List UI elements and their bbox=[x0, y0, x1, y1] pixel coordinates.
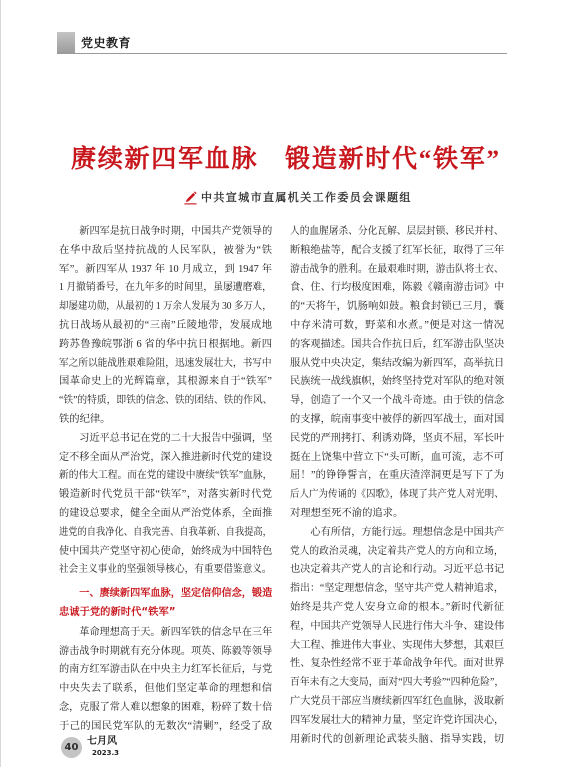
right-column bbox=[290, 223, 504, 749]
issue-number: 2023.3 bbox=[92, 749, 120, 757]
text-line: 屈！”的铮铮誓言，在重庆渣滓洞更是写下了为 bbox=[290, 470, 504, 482]
text-line: 铁的纪律。 bbox=[59, 413, 111, 425]
text-line: 却屡建功勋，从最初的 1 万余人发展为 30 多万人， bbox=[59, 301, 272, 313]
text-line: 于己的国民党军队的无数次“清剿”，经受了敌 bbox=[59, 720, 272, 732]
page-number: 40 bbox=[61, 737, 82, 758]
byline-author: 中共宣城市直属机关工作委员会课题组 bbox=[201, 191, 412, 204]
left-column bbox=[59, 223, 272, 737]
section-paragraph-1 bbox=[59, 624, 272, 737]
header-rule bbox=[57, 53, 507, 54]
text-line: 锻造新时代党员干部“铁军”，对落实新时代党 bbox=[59, 489, 272, 501]
text-line: 的南方红军游击队在中央主力红军长征后，与党 bbox=[59, 664, 273, 676]
text-line: 四军发展壮大的精神力量，坚定许党许国决心， bbox=[290, 714, 505, 726]
header-color-block bbox=[57, 32, 75, 53]
text-line: 习近平总书记在党的二十大报告中强调，坚 bbox=[79, 432, 273, 444]
text-line: 对理想至死不渝的追求。 bbox=[290, 507, 404, 519]
text-line: 心有所信，方能行远。理想信念是中国共产 bbox=[310, 526, 505, 538]
text-line: 民族统一战线旗帜，始终坚持党对军队的绝对领 bbox=[290, 376, 505, 388]
text-line: 广大党员干部应当赓续新四军红色血脉，汲取新 bbox=[290, 695, 505, 707]
section-heading-line: 忠诚于党的新时代“铁军” bbox=[59, 605, 176, 618]
text-line: 军之所以能战胜艰难险阻，迅速发展壮大，书写中 bbox=[59, 357, 272, 369]
text-line: 的建设总要求，健全全面从严治党体系，全面推 bbox=[59, 507, 273, 519]
text-line: 始终是共产党人安身立命的根本。”新时代新征 bbox=[290, 601, 504, 613]
text-line: 1 月撤销番号，在九年多的时间里，虽屡遭磨难， bbox=[59, 282, 272, 294]
text-line: 的支撑，皖南事变中被俘的新四军战士，面对国 bbox=[290, 413, 505, 425]
text-line: “铁”的特质，即铁的信念、铁的团结、铁的作风、 bbox=[59, 395, 273, 407]
text-line: 念，克服了常人难以想象的困难，粉碎了数十倍 bbox=[59, 701, 273, 713]
text-line: 军”。新四军从 1937 年 10 月成立，到 1947 年 bbox=[59, 263, 272, 275]
text-line: 中存米清可数，野菜和水煮。”便是对这一情况 bbox=[290, 319, 504, 331]
section-paragraph-2 bbox=[290, 524, 504, 750]
text-line: 挺在上饶集中营立下“头可断，血可流，志不可 bbox=[290, 451, 504, 463]
text-line: 民党的严刑拷打、利诱劝降，坚贞不屈，军长叶 bbox=[290, 432, 505, 444]
text-line: 使中国共产党坚守初心使命，始终成为中国特色 bbox=[59, 545, 273, 557]
text-line: 指出：“坚定理想信念，坚守共产党人精神追求， bbox=[290, 583, 504, 595]
text-line: 国革命史上的光辉篇章，其根源来自于“铁军” bbox=[59, 376, 272, 388]
intro-paragraph-1 bbox=[59, 223, 272, 430]
article-title: 赓续新四军血脉 锻造新时代“铁军” bbox=[71, 146, 499, 173]
text-line: 用新时代的创新理论武装头脑、指导实践，切 bbox=[290, 733, 504, 745]
text-line: 服从党中央决定，集结改编为新四军，高举抗日 bbox=[290, 357, 505, 369]
text-line: 进党的自我净化、自我完善、自我革新、自我提高， bbox=[59, 526, 272, 538]
text-line: 性、复杂性经常不亚于革命战争年代。面对世界 bbox=[290, 658, 505, 670]
text-line: 程，中国共产党领导人民进行伟大斗争、建设伟 bbox=[290, 620, 505, 632]
text-line: 游击战争时期就有充分体现。项英、陈毅等领导 bbox=[59, 645, 273, 657]
text-line: 新的伟大工程。而在党的建设中赓续“铁军”血脉， bbox=[59, 470, 273, 482]
text-line: 定不移全面从严治党，深入推进新时代党的建设 bbox=[59, 451, 273, 463]
section-heading-line: 一、赓续新四军血脉，坚定信仰信念，锻造 bbox=[79, 587, 273, 600]
text-line: 断粮绝盐等，配合支援了红军长征，取得了三年 bbox=[290, 244, 505, 256]
section-name: 党史教育 bbox=[81, 36, 132, 50]
text-line: 社会主义事业的坚强领导核心，有重要借鉴意义。 bbox=[59, 564, 272, 576]
text-line: 党人的政治灵魂，决定着共产党人的方向和立场， bbox=[290, 545, 504, 557]
text-line: 游击战争的胜利。在最艰难时期，游击队将士衣、 bbox=[290, 263, 504, 275]
text-line: 百年未有之大变局，面对“四大考验”“四种危险”， bbox=[290, 677, 505, 689]
pen-icon bbox=[183, 190, 198, 205]
text-line: 的客观描述。国共合作抗日后，红军游击队坚决 bbox=[290, 338, 505, 350]
text-line: 大工程、推进伟大事业、实现伟大梦想，其艰巨 bbox=[290, 639, 505, 651]
text-line: 革命理想高于天。新四军铁的信念早在三年 bbox=[79, 626, 273, 638]
text-line: 后人广为传诵的《囚歌》，体现了共产党人对光明、 bbox=[290, 489, 504, 501]
section-paragraph-1-continued bbox=[290, 223, 504, 524]
text-line: 导，创造了一个又一个战斗奇迹。由于铁的信念 bbox=[290, 395, 505, 407]
text-line: 在华中敌后坚持抗战的人民军队，被誉为“铁 bbox=[59, 244, 272, 256]
text-line: 新四军是抗日战争时期，中国共产党领导的 bbox=[79, 226, 273, 237]
magazine-name: 七月风 bbox=[87, 736, 117, 747]
section-heading bbox=[59, 584, 272, 622]
text-line: 中央失去了联系，但他们坚定革命的理想和信 bbox=[59, 683, 272, 695]
text-line: 的“天将午，饥肠响如鼓。粮食封锁已三月，囊 bbox=[290, 301, 504, 313]
intro-paragraph-2 bbox=[59, 430, 272, 580]
text-line: 跨苏鲁豫皖鄂浙 6 省的华中抗日根据地。新四 bbox=[59, 338, 272, 350]
text-line: 人的血腥屠杀、分化瓦解、层层封锁、移民并村、 bbox=[290, 226, 504, 237]
text-line: 食、住、行均极度困难，陈毅《赣南游击词》中 bbox=[290, 282, 505, 294]
text-line: 也决定着共产党人的言论和行动。习近平总书记 bbox=[290, 564, 505, 576]
text-line: 抗日战场从最初的“三南”丘陵地带，发展成地 bbox=[59, 319, 272, 331]
